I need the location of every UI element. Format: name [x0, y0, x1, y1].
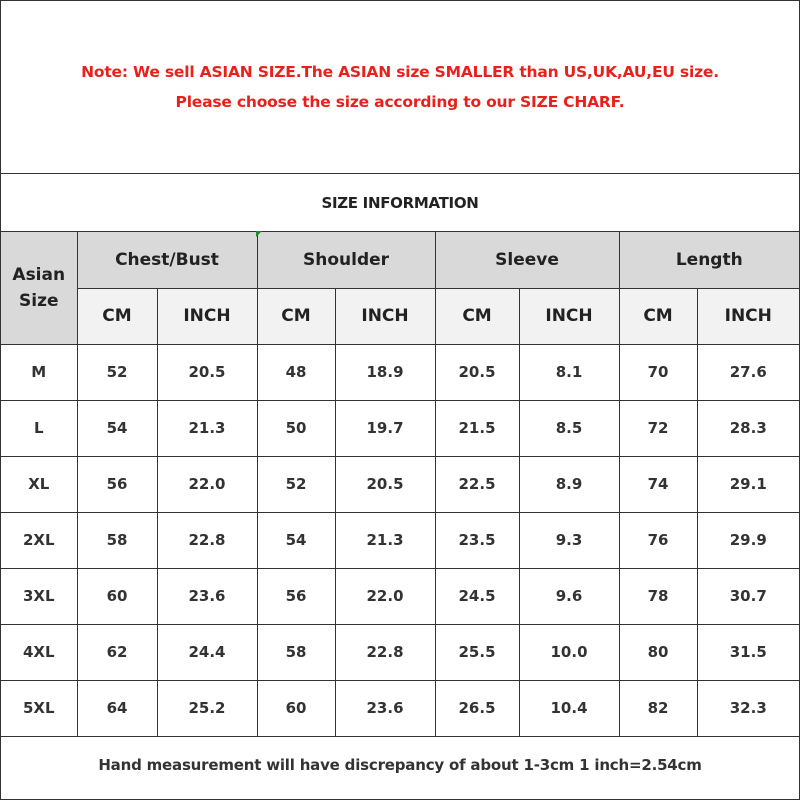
size-note-line1: Note: We sell ASIAN SIZE.The ASIAN size SMALLER than US,UK,AU,EU size. [81, 63, 719, 81]
table-cell: 20.5 [157, 344, 257, 400]
table-cell: 24.5 [435, 568, 519, 624]
table-cell: 18.9 [335, 344, 435, 400]
table-cell: 54 [257, 512, 335, 568]
asian-size-header [1, 232, 77, 344]
table-cell: 21.3 [335, 512, 435, 568]
table-cell: 20.5 [335, 456, 435, 512]
table-cell: 26.5 [435, 680, 519, 736]
table-cell: 30.7 [697, 568, 799, 624]
table-cell: 48 [257, 344, 335, 400]
table-row [1, 512, 799, 568]
table-row [1, 400, 799, 456]
table-row [1, 624, 799, 680]
table-cell: 8.1 [519, 344, 619, 400]
table-cell: 62 [77, 624, 157, 680]
table-cell: 23.6 [335, 680, 435, 736]
table-cell: 10.4 [519, 680, 619, 736]
size-note-line2: Please choose the size according to our SIZE CHARF. [175, 93, 625, 111]
size-table [1, 232, 799, 737]
table-cell: 22.0 [157, 456, 257, 512]
table-cell: 9.6 [519, 568, 619, 624]
size-label: 4XL [1, 624, 77, 680]
table-cell: 10.0 [519, 624, 619, 680]
table-cell: 64 [77, 680, 157, 736]
table-cell: 52 [257, 456, 335, 512]
table-cell: 56 [257, 568, 335, 624]
asian-size-header-line1: Asian [12, 264, 66, 285]
table-cell: 32.3 [697, 680, 799, 736]
table-cell: 19.7 [335, 400, 435, 456]
table-cell: 29.9 [697, 512, 799, 568]
table-cell: 22.5 [435, 456, 519, 512]
table-cell: 9.3 [519, 512, 619, 568]
table-cell: 82 [619, 680, 697, 736]
table-cell: 24.4 [157, 624, 257, 680]
table-cell: 23.5 [435, 512, 519, 568]
unit-header-shoulder-inch: INCH [335, 288, 435, 344]
table-cell: 58 [77, 512, 157, 568]
table-cell: 60 [257, 680, 335, 736]
table-cell: 28.3 [697, 400, 799, 456]
table-cell: 80 [619, 624, 697, 680]
table-cell: 27.6 [697, 344, 799, 400]
table-cell: 76 [619, 512, 697, 568]
group-header-sleeve: Sleeve [435, 232, 619, 288]
unit-header-sleeve-cm: CM [435, 288, 519, 344]
table-row [1, 456, 799, 512]
table-cell: 54 [77, 400, 157, 456]
unit-header-length-cm: CM [619, 288, 697, 344]
size-label: 2XL [1, 512, 77, 568]
unit-header-shoulder-cm: CM [257, 288, 335, 344]
size-information-title: SIZE INFORMATION [1, 174, 799, 232]
table-cell: 25.5 [435, 624, 519, 680]
table-cell: 8.9 [519, 456, 619, 512]
table-cell: 22.0 [335, 568, 435, 624]
group-header-length: Length [619, 232, 799, 288]
table-cell: 52 [77, 344, 157, 400]
unit-header-length-inch: INCH [697, 288, 799, 344]
unit-header-row [1, 288, 799, 344]
table-cell: 60 [77, 568, 157, 624]
table-cell: 8.5 [519, 400, 619, 456]
table-cell: 29.1 [697, 456, 799, 512]
table-cell: 72 [619, 400, 697, 456]
size-label: L [1, 400, 77, 456]
size-label: 3XL [1, 568, 77, 624]
table-cell: 23.6 [157, 568, 257, 624]
table-cell: 58 [257, 624, 335, 680]
unit-header-chest-inch: INCH [157, 288, 257, 344]
table-cell: 70 [619, 344, 697, 400]
table-cell: 78 [619, 568, 697, 624]
table-cell: 21.5 [435, 400, 519, 456]
size-label: M [1, 344, 77, 400]
table-cell: 25.2 [157, 680, 257, 736]
table-row [1, 344, 799, 400]
unit-header-sleeve-inch: INCH [519, 288, 619, 344]
asian-size-header-line2: Size [19, 290, 59, 311]
cell-marker-icon [256, 231, 262, 237]
table-cell: 56 [77, 456, 157, 512]
group-header-chest: Chest/Bust [77, 232, 257, 288]
table-cell: 31.5 [697, 624, 799, 680]
table-row [1, 568, 799, 624]
table-cell: 74 [619, 456, 697, 512]
table-cell: 22.8 [335, 624, 435, 680]
size-note [1, 1, 799, 174]
table-row [1, 680, 799, 736]
group-header-shoulder: Shoulder [257, 232, 435, 288]
unit-header-chest-cm: CM [77, 288, 157, 344]
size-label: 5XL [1, 680, 77, 736]
table-cell: 50 [257, 400, 335, 456]
table-cell: 21.3 [157, 400, 257, 456]
size-label: XL [1, 456, 77, 512]
group-header-row [1, 232, 799, 288]
table-cell: 22.8 [157, 512, 257, 568]
measurement-footer-note: Hand measurement will have discrepancy of about 1-3cm 1 inch=2.54cm [98, 755, 702, 774]
table-cell: 20.5 [435, 344, 519, 400]
